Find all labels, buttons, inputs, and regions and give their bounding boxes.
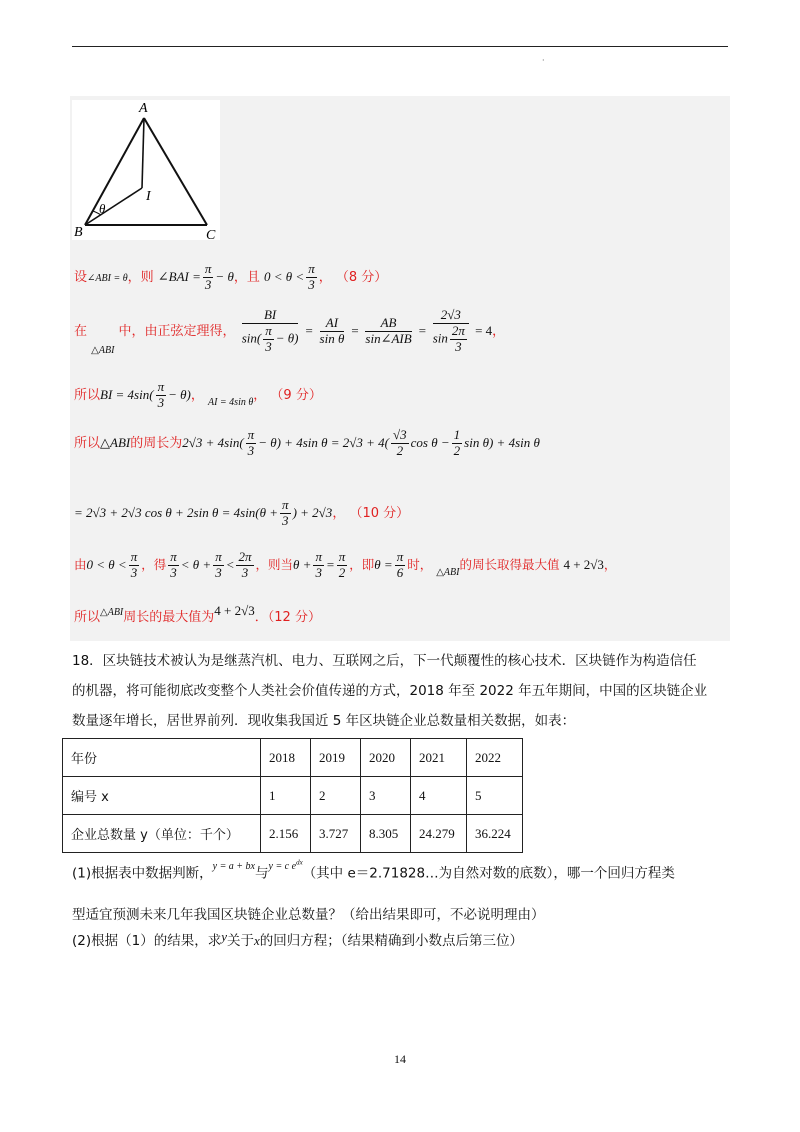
math: BI = 4sin( — [100, 386, 154, 402]
score: （10 分） — [349, 505, 410, 521]
q18-paragraph-3: 数量逐年增长，居世界前列．现收集我国近 5 年区块链企业总数量相关数据，如表： — [72, 713, 576, 729]
solution-line-4: 所以△ABI的周长为2√3 + 4sin( $\frac{\pi}{3}$ − θ) + 4sin θ = 2√3 + 4( $\frac{√3}{2}$ cos θ − $\frac{1}{2}$ sin θ) + 4sin θ — [74, 427, 540, 458]
table-cell: 2 — [311, 777, 361, 815]
score: （12 分） — [267, 610, 321, 625]
text: ， — [318, 269, 332, 285]
text: ， — [332, 505, 346, 521]
table-cell: 2022 — [467, 739, 523, 777]
solution-line-3 — [74, 380, 322, 411]
table-cell: 4 — [411, 777, 467, 815]
header-mark: · — [542, 56, 545, 65]
solution-line-7: 所以$^{\triangle ABI}$周长的最大值为4 + 2√3．（12 分） — [74, 603, 321, 625]
label-theta: θ — [99, 201, 106, 216]
table-row-label: 年份 — [63, 739, 261, 777]
math: ∠ABI = θ — [87, 272, 128, 284]
triangle-figure — [72, 100, 220, 240]
math: x — [254, 933, 260, 948]
table-row — [63, 777, 523, 815]
text: ，则 — [127, 269, 154, 285]
table-cell: 36.224 — [467, 815, 523, 853]
math: y — [221, 929, 227, 944]
label-c: C — [206, 228, 216, 240]
math: y = c edx — [268, 859, 303, 873]
table-cell: 3.727 — [311, 815, 361, 853]
q18-part1-cont: 型适宜预测未来几年我国区块链企业总数量？（给出结果即可，不必说明理由） — [72, 907, 545, 923]
text: 中，由正弦定理得， — [118, 323, 236, 339]
table-cell: 2019 — [311, 739, 361, 777]
fraction: $\frac{\pi}{6}$ — [396, 549, 404, 580]
math: △ABI — [91, 344, 115, 356]
fraction: $\frac{√3}{2}$ — [393, 427, 407, 458]
fraction: $\frac{\pi}{2}$ — [338, 549, 346, 580]
solution-line-1 — [74, 262, 387, 293]
solution-line-6: 由0 < θ < $\frac{\pi}{3}$ ，得 $\frac{\pi}{3}$ < θ + $\frac{\pi}{3}$ < $\frac{2\pi}{3}$ ，则当θ + $\frac{\pi}{3}$ = $\frac{\pi}{2}$ ，即θ = $\frac{\pi}{6}$ 时， $_{\triangle ABI}$的周长取得最大值 4 + 2√3， — [74, 549, 617, 580]
math: ∠BAI = — [157, 268, 201, 284]
fraction: $\frac{\pi}{3}$ — [130, 549, 138, 580]
triangle-svg — [72, 100, 220, 240]
side-ac — [144, 118, 207, 225]
solution-line-2: 在 $_{\triangle ABI}$ 中，由正弦定理得， BI sin( $\frac{\pi}{3}$ − θ) = $\frac{AI}{\text{sin θ}}$ = $\frac{AB}{\text{sin∠AIB}}$ = 2√3 sin $\frac{2\pi}{3}$ = 4， — [74, 307, 506, 356]
fraction: $\frac{\pi}{3}$ — [282, 497, 289, 528]
page-number: 14 — [394, 1052, 406, 1066]
score: （8 分） — [335, 269, 388, 285]
q18-paragraph-1: 18．区块链技术被认为是继蒸汽机、电力、互联网之后，下一代颠覆性的核心技术．区块链作为构造信任 — [72, 653, 697, 669]
math: △ABI — [100, 434, 131, 450]
label-a: A — [139, 101, 148, 116]
text: 所以 — [74, 435, 101, 451]
q18-part2: (2)根据（1）的结果，求y关于x的回归方程；（结果精确到小数点后第三位） — [72, 929, 524, 949]
text: 所以 — [74, 387, 101, 403]
data-table — [62, 738, 523, 853]
fraction: 2√3 sin $\frac{2\pi}{3}$ — [433, 308, 469, 355]
math: y = a + bx — [212, 861, 255, 873]
table-cell: 2021 — [411, 739, 467, 777]
table-row — [63, 739, 523, 777]
table-cell: 2.156 — [261, 815, 311, 853]
label-b: B — [74, 225, 83, 240]
table-row — [63, 815, 523, 853]
solution-line-5: = 2√3 + 2√3 cos θ + 2sin θ = 4sin(θ + $\frac{\pi}{3}$ ) + 2√3， （10 分） — [74, 497, 410, 528]
header-rule — [72, 46, 728, 47]
text: 设 — [74, 269, 88, 285]
q18-paragraph-2: 的机器，将可能彻底改变整个人类社会价值传递的方式，2018 年至 2022 年五年期间，中国的区块链企业 — [72, 683, 708, 699]
fraction: $\frac{\pi}{3}$ — [308, 261, 315, 292]
math: 0 < θ < — [264, 268, 305, 284]
table-row-label: 企业总数量 y（单位：千个） — [63, 815, 261, 853]
text: 的周长为 — [130, 435, 183, 451]
fraction: $\frac{\pi}{3}$ — [215, 549, 222, 580]
text: ， — [492, 323, 506, 339]
table-cell: 1 — [261, 777, 311, 815]
fraction: $\frac{\pi}{3}$ — [315, 549, 322, 580]
fraction: $\frac{\pi}{3}$ — [157, 379, 165, 410]
fraction: BI sin( $\frac{\pi}{3}$ − θ) — [241, 307, 299, 354]
text: ，且 — [233, 269, 260, 285]
q18-part1: (1)根据表中数据判断，$^{y = a + bx}$与$^{y = c e^{dx}}$（其中 e＝2.71828…为自然对数的底数），哪一个回归方程类 — [72, 859, 675, 882]
table-cell: 5 — [467, 777, 523, 815]
text: ， — [253, 387, 267, 403]
score: （9 分） — [270, 387, 322, 403]
table-cell: 3 — [361, 777, 411, 815]
text: ， — [190, 387, 204, 403]
fraction: $\frac{\pi}{3}$ — [247, 427, 255, 458]
math: − θ — [215, 268, 234, 284]
side-ab — [85, 118, 144, 225]
fraction: $\frac{2\pi}{3}$ — [238, 549, 252, 580]
fraction: $\frac{\pi}{3}$ — [170, 549, 177, 580]
table-row-label: 编号 x — [63, 777, 261, 815]
math: − θ) — [168, 386, 191, 402]
segment-ai — [142, 118, 144, 188]
table-cell: 24.279 — [411, 815, 467, 853]
fraction: $\frac{AI}{\text{sin θ}}$ — [319, 314, 345, 346]
fraction: $\frac{AB}{\text{sin∠AIB}}$ — [365, 314, 412, 346]
segment-bi — [85, 188, 142, 225]
table-cell: 2020 — [361, 739, 411, 777]
table-cell: 8.305 — [361, 815, 411, 853]
table-cell: 2018 — [261, 739, 311, 777]
label-i: I — [146, 189, 151, 204]
math: AI = 4sin θ — [207, 396, 254, 408]
fraction: $\frac{1}{2}$ — [453, 427, 461, 458]
fraction: $\frac{\pi}{3}$ — [204, 261, 212, 292]
text: 在 — [74, 323, 88, 339]
